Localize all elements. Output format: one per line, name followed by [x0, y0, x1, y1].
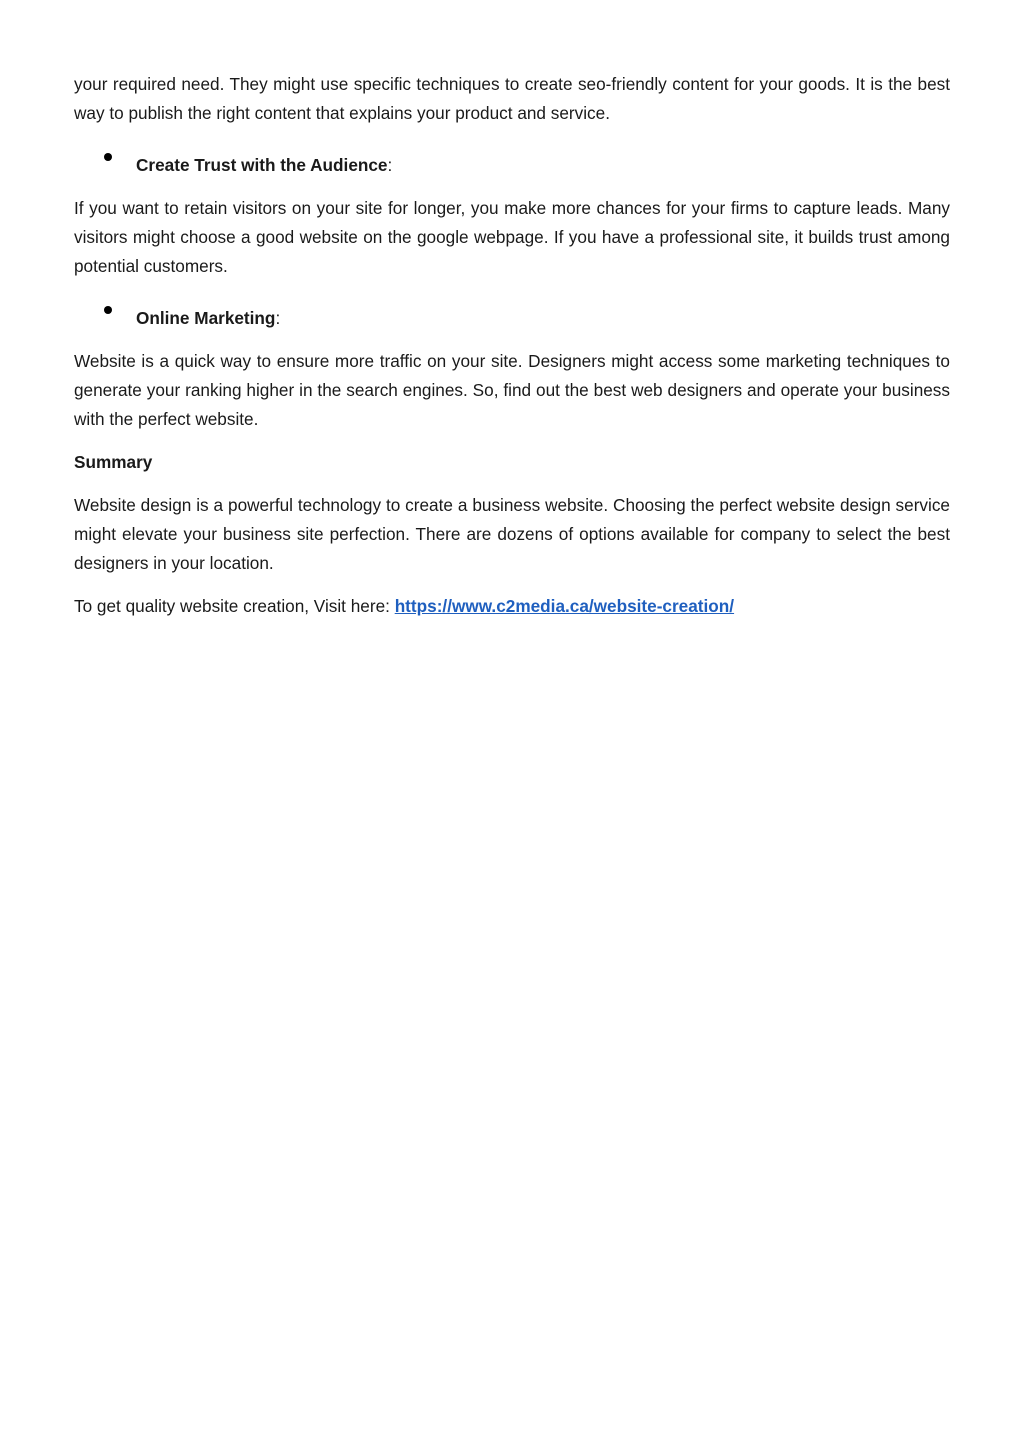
bullet-text	[136, 151, 392, 180]
bullet-suffix: :	[275, 308, 281, 328]
bullet-title: Create Trust with the Audience	[136, 155, 388, 175]
bullet-title: Online Marketing	[136, 308, 276, 328]
bullet-suffix: :	[387, 155, 393, 175]
bullet-icon	[74, 142, 136, 171]
paragraph-marketing: Website is a quick way to ensure more traffic on your site. Designers might access some marketing techniques to generate your ranking higher in the search engines. So, find out the best web designers and operate your business with the perfect website.	[74, 351, 950, 429]
summary-heading: Summary	[74, 452, 153, 472]
bullet-text	[136, 304, 280, 333]
bullet-icon	[74, 295, 136, 324]
paragraph-summary: Website design is a powerful technology to create a business website. Choosing the perfect website design service might elevate your business site perfection. There are dozens of options available for company to select the best designers in your location.	[74, 495, 950, 573]
website-creation-link[interactable]: https://www.c2media.ca/website-creation/	[394, 596, 735, 616]
bullet-item-create-trust	[74, 142, 950, 180]
bullet-item-online-marketing	[74, 295, 950, 333]
document-page	[74, 70, 950, 635]
visit-prefix: To get quality website creation, Visit here:	[74, 596, 395, 616]
paragraph-trust: If you want to retain visitors on your site for longer, you make more chances for your firms to capture leads. Many visitors might choose a good website on the google webpage. If you have a professional site, it builds trust among potential customers.	[74, 198, 950, 276]
paragraph-intro: your required need. They might use specific techniques to create seo-friendly content for your goods. It is the best way to publish the right content that explains your product and service.	[74, 74, 950, 123]
visit-line	[74, 592, 950, 621]
